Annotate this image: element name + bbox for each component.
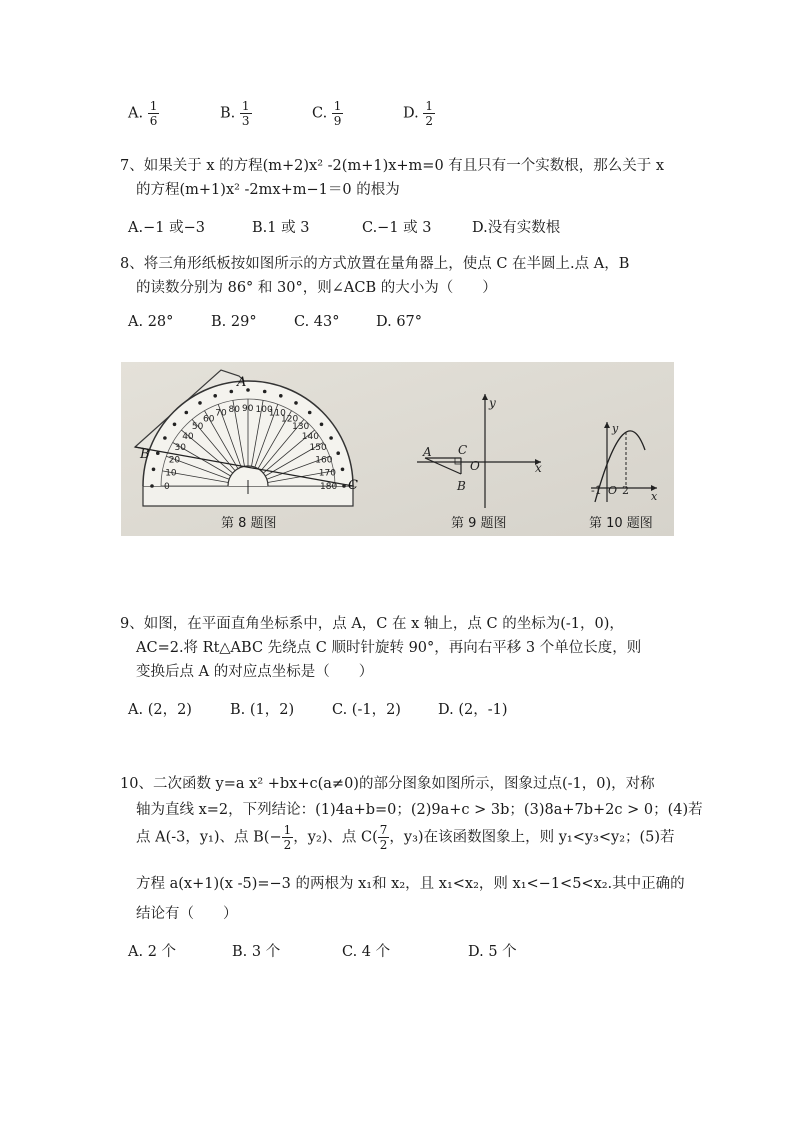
protractor-dot xyxy=(198,401,202,405)
protractor-tick-label: 70 xyxy=(215,408,227,419)
protractor-tick-label: 20 xyxy=(168,455,181,466)
fraction: $\frac{1}{3}$ xyxy=(241,99,250,128)
q9-option-b[interactable]: B. (1，2) xyxy=(230,702,295,718)
fig10-label-two: 2 xyxy=(622,484,629,497)
q10-option-c[interactable]: C. 4 个 xyxy=(342,944,391,960)
protractor-tick-label: 40 xyxy=(182,431,194,442)
q8-stem-line2: 的读数分别为 86° 和 30°，则∠ACB 的大小为（ ） xyxy=(136,280,497,296)
protractor-tick-label: 160 xyxy=(315,455,333,466)
q9-stem-line3: 变换后点 A 的对应点坐标是（ ） xyxy=(136,664,374,680)
fig9-caption: 第 9 题图 xyxy=(451,516,507,531)
fraction-seven-halves: $\frac{7}{2}$ xyxy=(379,823,388,852)
q7-stem-line2: 的方程(m+1)x² -2mx+m−1＝0 的根为 xyxy=(136,182,400,198)
protractor-dot xyxy=(152,468,156,472)
protractor-dot xyxy=(185,411,189,415)
fig9-label-y: y xyxy=(489,396,496,410)
q10-stem-line4: 方程 a(x+1)(x -5)=−3 的两根为 x₁和 x₂，且 x₁<x₂，则 x₁<−1<5<x₂.其中正确的 xyxy=(136,876,685,892)
protractor-dot xyxy=(246,388,250,392)
protractor-tick-label: 140 xyxy=(301,431,319,442)
protractor-dot xyxy=(150,484,154,488)
q7-option-a[interactable]: A.−1 或−3 xyxy=(128,220,205,236)
fig9-label-x: x xyxy=(535,461,542,475)
fig9-label-b: B xyxy=(457,479,466,493)
protractor-tick-label: 80 xyxy=(228,405,240,416)
fig8-caption: 第 8 题图 xyxy=(221,516,277,531)
q8-option-a[interactable]: A. 28° xyxy=(128,314,174,330)
protractor-dot xyxy=(308,411,312,415)
fig9-label-a: A xyxy=(423,445,432,459)
protractor-tick-label: 0 xyxy=(164,482,170,492)
figures-svg xyxy=(121,362,674,536)
q9-option-c[interactable]: C. (-1，2) xyxy=(332,702,401,718)
q7-option-c[interactable]: C.−1 或 3 xyxy=(362,220,432,236)
q10-stem-line3: 点 A(-3，y₁)、点 B(− $\frac{1}{2}$ ，y₂)、点 C( $\frac{7}{2}$ ，y₃)在该函数图象上，则 y₁<y₃<y₂；(5)若 xyxy=(136,823,675,852)
protractor-dot xyxy=(294,401,298,405)
fig8-point-a: A xyxy=(237,375,247,390)
protractor-dot xyxy=(320,423,324,427)
q6-option-c[interactable]: C. $\frac{1}{9}$ xyxy=(312,99,342,128)
q9-option-d[interactable]: D. (2，-1) xyxy=(438,702,508,718)
protractor-tick-label: 50 xyxy=(191,422,204,433)
q8-stem-line1: 8、将三角形纸板按如图所示的方式放置在量角器上，使点 C 在半圆上.点 A，B xyxy=(120,256,630,272)
protractor-dot xyxy=(263,390,267,394)
protractor-tick-label: 120 xyxy=(281,414,299,425)
fig10-label-o: O xyxy=(608,484,618,497)
q10-option-a[interactable]: A. 2 个 xyxy=(128,944,177,960)
q8-option-b[interactable]: B. 29° xyxy=(211,314,257,330)
fig9-label-o: O xyxy=(470,459,480,473)
protractor-dot xyxy=(213,394,217,398)
fig10-label-x: x xyxy=(651,490,658,503)
q9-stem-line1: 9、如图，在平面直角坐标系中，点 A，C 在 x 轴上，点 C 的坐标为(-1，0)， xyxy=(120,616,624,632)
protractor-tick-label: 110 xyxy=(268,408,286,419)
protractor-tick-label: 30 xyxy=(174,443,186,453)
protractor-dot xyxy=(156,451,160,455)
fraction-half: $\frac{1}{2}$ xyxy=(283,823,292,852)
q7-option-d[interactable]: D.没有实数根 xyxy=(472,220,561,236)
q9-stem-line2: AC=2.将 Rt△ABC 先绕点 C 顺时针旋转 90°，再向右平移 3 个单位长度，则 xyxy=(136,640,642,656)
fig8-point-c: C xyxy=(348,478,358,493)
q7-option-b[interactable]: B.1 或 3 xyxy=(252,220,310,236)
protractor-tick-label: 130 xyxy=(292,422,310,433)
figures-photo xyxy=(121,362,674,536)
protractor-dot xyxy=(341,468,345,472)
fig10-caption: 第 10 题图 xyxy=(589,516,653,531)
q10-stem-line2: 轴为直线 x=2，下列结论：(1)4a+b=0；(2)9a+c > 3b；(3)8a+7b+2c > 0；(4)若 xyxy=(136,802,703,818)
protractor-tick-label: 10 xyxy=(165,468,177,479)
q10-stem-line1: 10、二次函数 y=a x² +bx+c(a≠0)的部分图象如图所示，图象过点(-1，0)，对称 xyxy=(120,776,655,792)
q6-option-b[interactable]: B. $\frac{1}{3}$ xyxy=(220,99,250,128)
protractor-tick-label: 180 xyxy=(320,482,338,492)
fig9-label-c: C xyxy=(458,443,468,457)
protractor-tick-label: 90 xyxy=(242,404,254,414)
q10-option-b[interactable]: B. 3 个 xyxy=(232,944,281,960)
protractor-tick-label: 150 xyxy=(309,443,327,453)
protractor-tick-label: 60 xyxy=(203,414,215,425)
fraction: $\frac{1}{2}$ xyxy=(425,99,433,128)
protractor-tick-label: 100 xyxy=(255,405,273,416)
protractor-dot xyxy=(336,451,340,455)
fraction: $\frac{1}{6}$ xyxy=(149,99,158,128)
q10-option-d[interactable]: D. 5 个 xyxy=(468,944,517,960)
protractor-dot xyxy=(279,394,283,398)
protractor-dot xyxy=(163,436,167,440)
fig10-label-neg1: -1 xyxy=(591,484,602,497)
protractor-dot xyxy=(230,390,234,394)
q6-option-a[interactable]: A. $\frac{1}{6}$ xyxy=(128,99,158,128)
q8-option-d[interactable]: D. 67° xyxy=(376,314,423,330)
fig8-point-b: B xyxy=(140,447,150,462)
fraction: $\frac{1}{9}$ xyxy=(333,99,342,128)
protractor-dot xyxy=(173,423,177,427)
fig10-label-y: y xyxy=(612,422,619,435)
protractor-dot xyxy=(329,436,333,440)
q6-option-d[interactable]: D. $\frac{1}{2}$ xyxy=(403,99,433,128)
q10-stem-line5: 结论有（ ） xyxy=(136,906,238,922)
protractor-tick-label: 170 xyxy=(318,468,336,479)
q9-option-a[interactable]: A. (2，2) xyxy=(128,702,192,718)
q8-option-c[interactable]: C. 43° xyxy=(294,314,340,330)
q7-stem-line1: 7、如果关于 x 的方程(m+2)x² -2(m+1)x+m=0 有且只有一个实数根，那么关于 x xyxy=(120,158,665,174)
